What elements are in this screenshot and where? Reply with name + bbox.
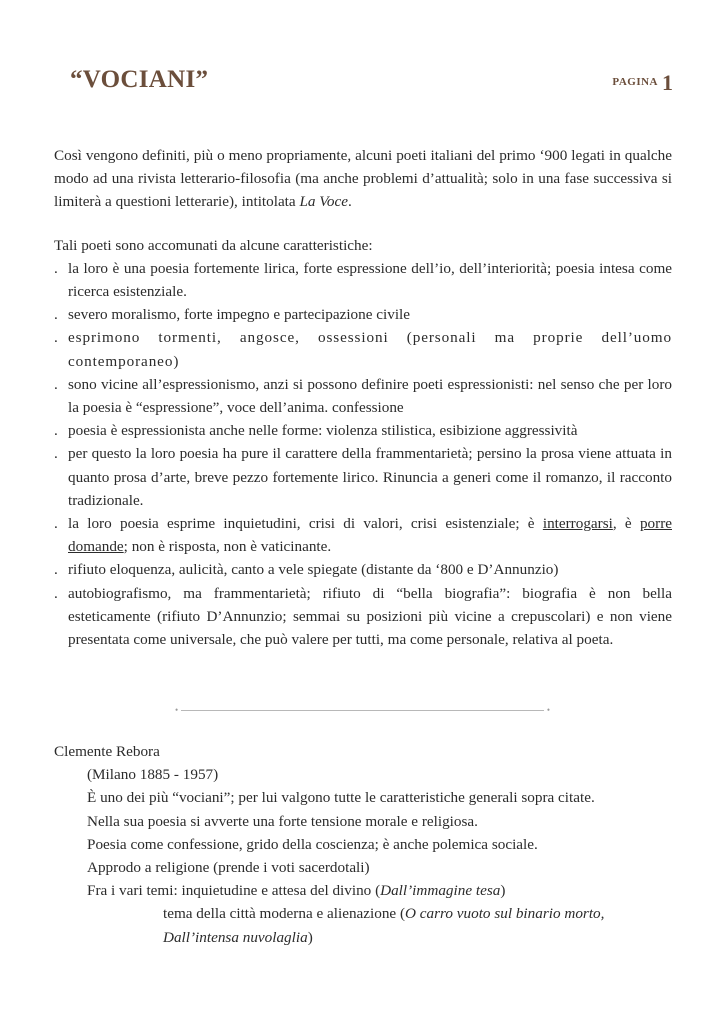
features-lead: Tali poeti sono accomunati da alcune caratteristiche: <box>54 236 373 254</box>
list-item: . autobiografismo, ma frammentarietà; rifiuto di “bella biografia”: biografia è non bella esteticamente (rifiuto D’Annunzio; semmai su posizioni più vicine a crepuscolari) e non viene presentata come universale, che può valere per tutti, ma come personale, relativa al poeta. <box>54 582 672 652</box>
intro-paragraph <box>54 144 672 214</box>
themes-lead: Fra i vari temi: inquietudine e attesa del divino ( <box>87 882 381 900</box>
author-line: Poesia come confessione, grido della coscienza; è anche polemica sociale. <box>87 835 538 853</box>
themes-close: ) <box>500 882 506 900</box>
themes-close: ) <box>307 928 313 946</box>
themes-second-lead: tema della città moderna e alienazione ( <box>163 905 406 923</box>
journal-name: La Voce <box>299 193 348 211</box>
author-details <box>54 763 684 902</box>
list-item: . sono vicine all’espressionismo, anzi si possono definire poeti espressionisti: nel senso che per loro la poesia è “espressione”, voce dell’anima. confessione <box>54 373 672 419</box>
themes-second <box>163 902 684 925</box>
item-text: ; non è risposta, non è vaticinante. <box>123 538 332 556</box>
intro-end: . <box>347 193 352 211</box>
author-line: Approdo a religione (prende i voti sacerdotali) <box>87 859 370 877</box>
themes-line <box>87 879 684 902</box>
item-text: la loro poesia esprime inquietudini, crisi di valori, crisi esistenziale; è <box>68 515 543 533</box>
author-section <box>54 740 684 949</box>
item-text: , è <box>612 515 640 533</box>
main-content <box>54 144 672 651</box>
underlined-term: porre domande <box>68 515 672 556</box>
author-line: È uno dei più “vociani”; per lui valgono tutte le caratteristiche generali sopra citate. <box>87 789 595 807</box>
list-item: . rifiuto eloquenza, aulicità, canto a vele spiegate (distante da ‘800 e D’Annunzio) <box>54 558 672 581</box>
work-title: O carro vuoto sul binario morto, <box>405 905 605 923</box>
page-title: “VOCIANI” <box>70 66 209 93</box>
work-title: Dall’intensa nuvolaglia <box>163 928 308 946</box>
list-item: . severo moralismo, forte impegno e partecipazione civile <box>54 303 672 326</box>
themes-continued <box>54 902 684 948</box>
divider-ornament-right: • <box>546 705 550 715</box>
author-dates: (Milano 1885 - 1957) <box>87 766 219 784</box>
intro-text: Così vengono definiti, più o meno propriamente, alcuni poeti italiani del primo ‘900 legati in qualche modo ad una rivista letterario-filosofia (ma anche problemi d’attualità; solo in una fase successiva si limiterà a questioni letterarie), intitolata <box>54 147 672 211</box>
list-item: . esprimono tormenti, angosce, ossessioni (personali ma proprie dell’uomo contemporaneo) <box>54 326 672 372</box>
author-line: Nella sua poesia si avverte una forte tensione morale e religiosa. <box>87 812 478 830</box>
section-divider <box>175 705 550 715</box>
work-title: Dall’immagine tesa <box>380 882 501 900</box>
list-item <box>54 512 672 558</box>
list-item: . poesia è espressionista anche nelle forme: violenza stilistica, esibizione aggressività <box>54 419 672 442</box>
page-word: PAGINA <box>612 76 658 88</box>
divider-line <box>181 710 544 711</box>
features-list <box>54 257 672 651</box>
themes-third <box>163 926 684 949</box>
underlined-term: interrogarsi <box>542 515 613 533</box>
page-number: 1 <box>662 70 673 95</box>
divider-ornament-left: • <box>175 705 179 715</box>
list-item: . la loro è una poesia fortemente lirica, forte espressione dell’io, dell’interiorità; poesia intesa come ricerca esistenziale. <box>54 257 672 303</box>
page-number-label <box>612 70 673 96</box>
list-item: . per questo la loro poesia ha pure il carattere della frammentarietà; persino la prosa viene attuata in quanto prosa d’arte, breve pezzo fortemente lirico. Rinuncia a generi come il romanzo, il racconto tradizionale. <box>54 442 672 512</box>
author-name: Clemente Rebora <box>54 743 160 760</box>
